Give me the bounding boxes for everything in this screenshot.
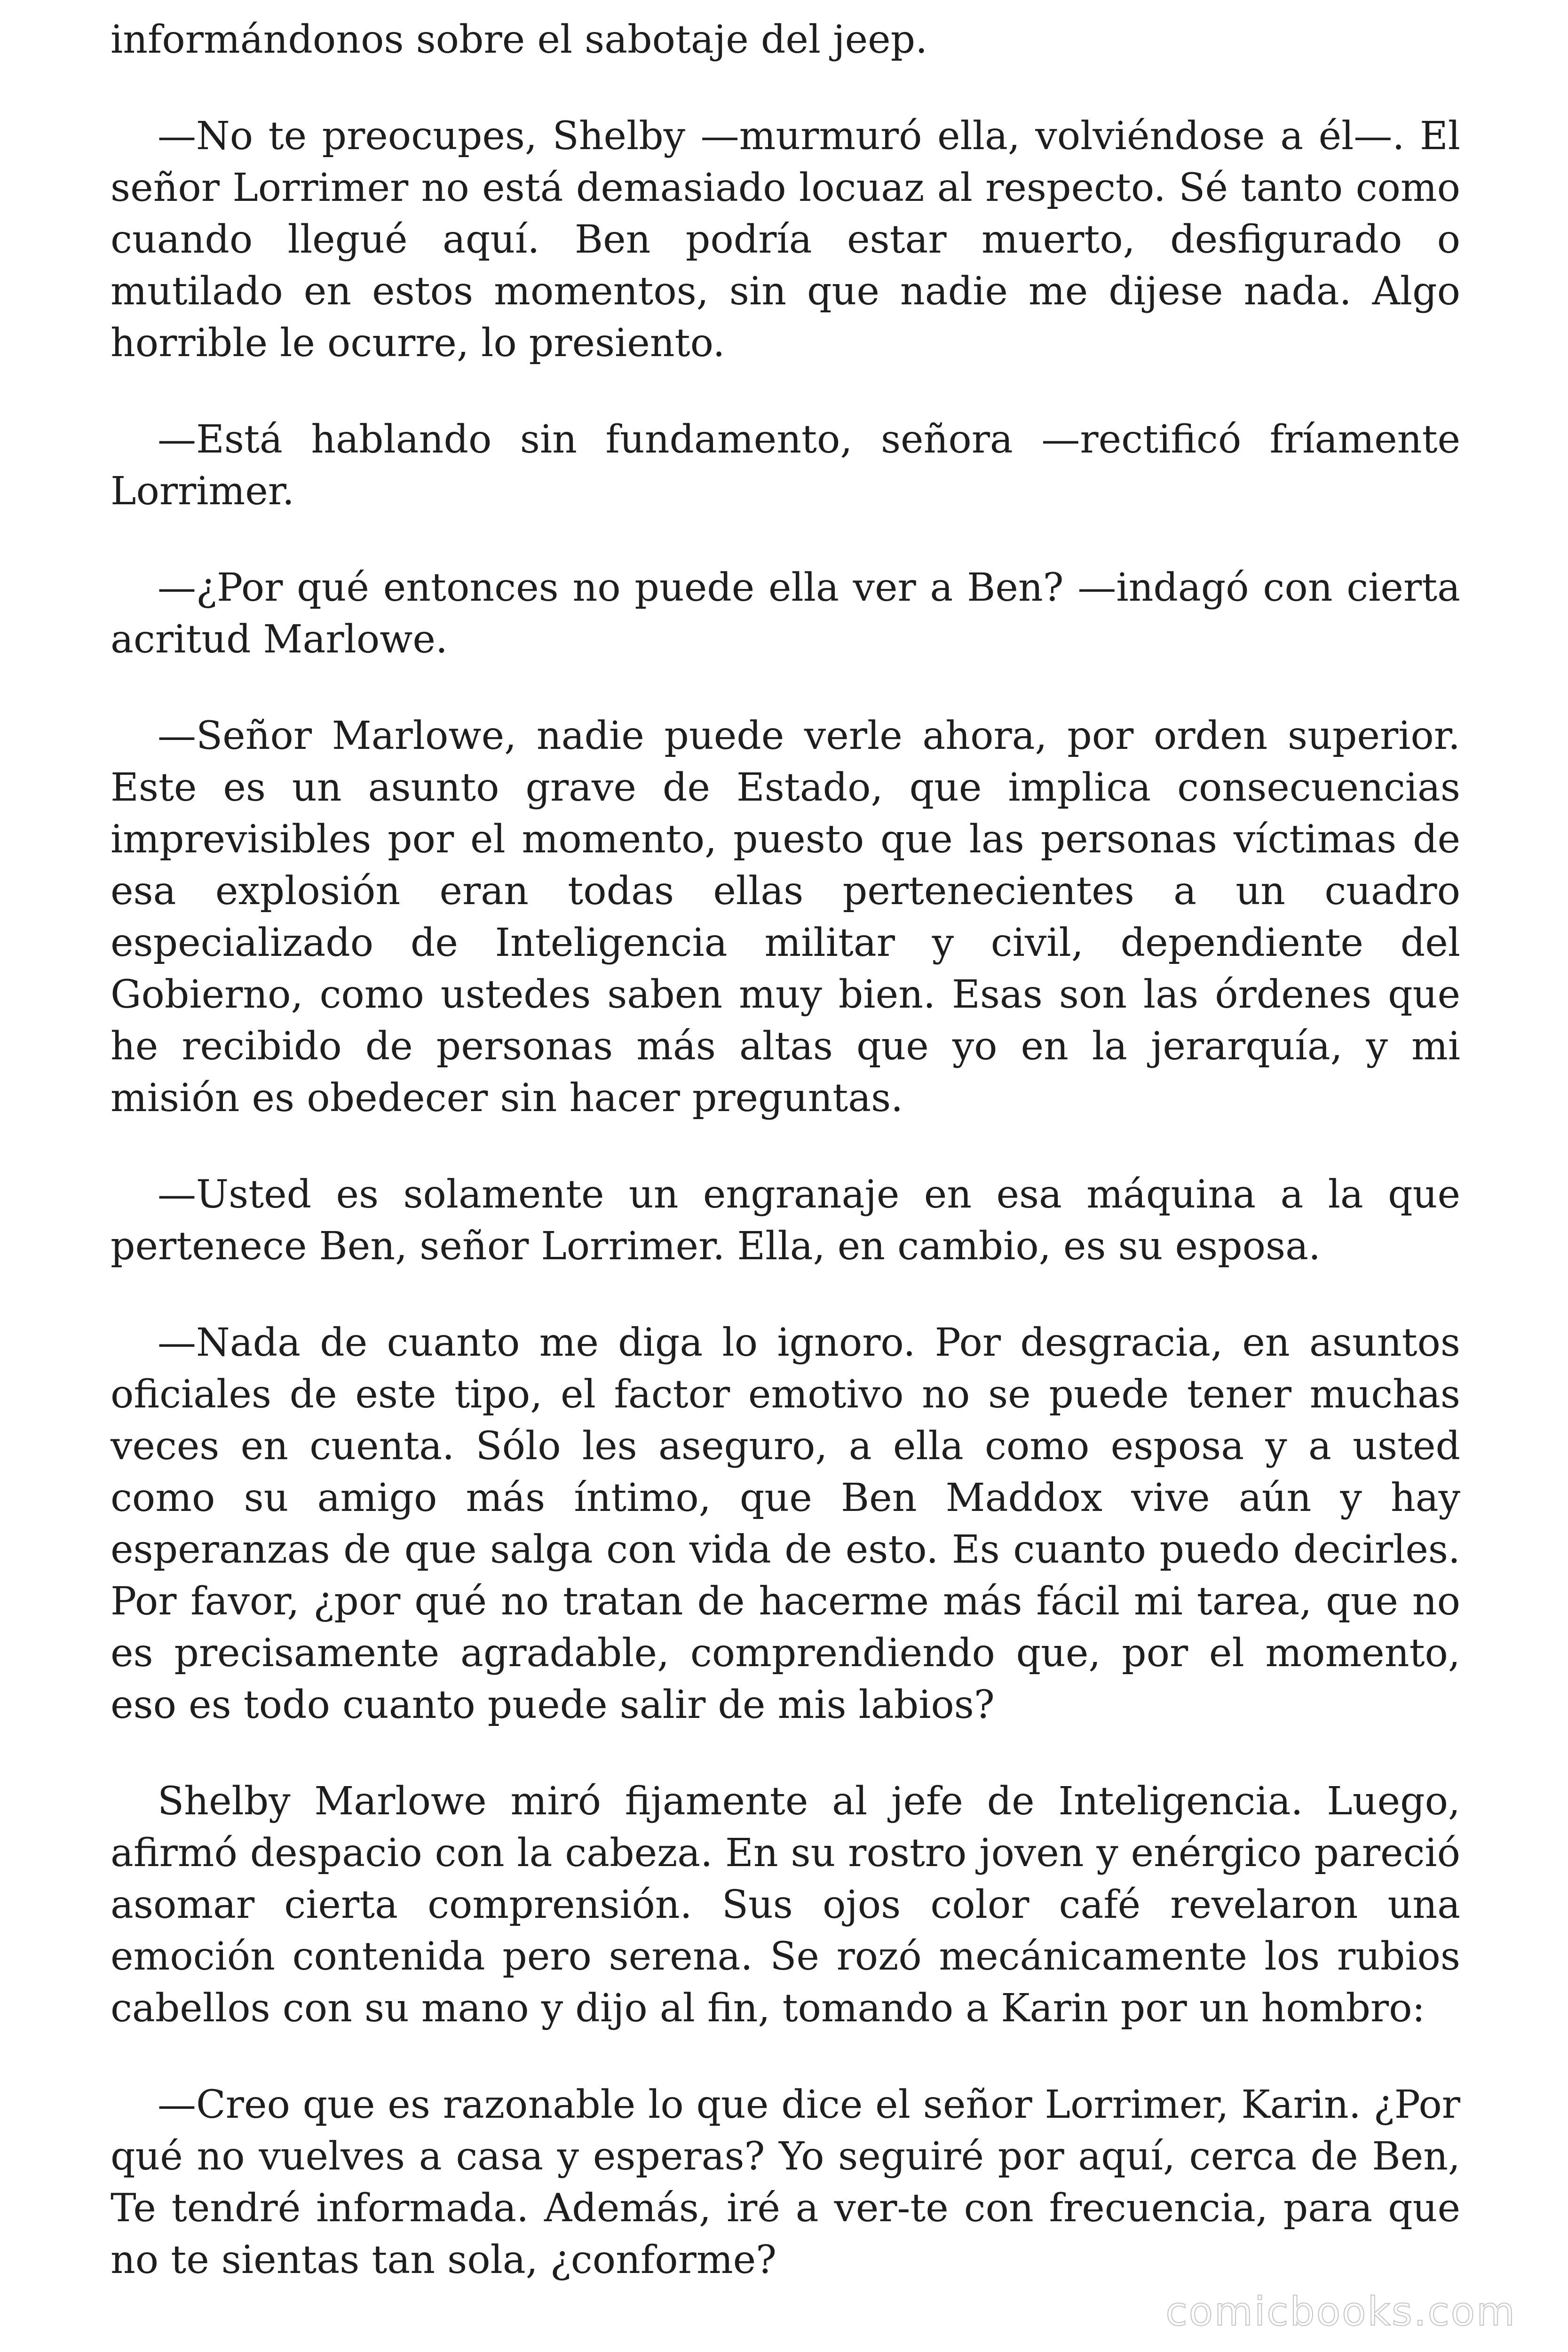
watermark: comicbooks.com (1165, 2288, 1516, 2335)
paragraph-8: Shelby Marlowe miró fijamente al jefe de Inteligencia. Luego, afirmó despacio con la cabeza. En su rostro joven y enérgico pareció asomar cierta comprensión. Sus ojos color café revelaron una emoción contenida pero serena. Se rozó mecánicamente los rubios cabellos con su mano y dijo al fin, tomando a Karin por un hombro: (111, 1779, 1460, 2031)
paragraph-5: —Señor Marlowe, nadie puede verle ahora, por orden superior. Este es un asunto grave de Estado, que implica consecuencias imprevisibles por el momento, puesto que las personas víctimas de esa explosión eran todas ellas pertenecientes a un cuadro especializado de Inteligencia militar y civil, dependiente del Gobierno, como ustedes saben muy bien. Esas son las órdenes que he recibido de personas más altas que yo en la jerarquía, y mi misión es obedecer sin hacer preguntas. (111, 714, 1460, 1120)
paragraph-3: —Está hablando sin fundamento, señora —rectificó fríamente Lorrimer. (111, 417, 1460, 514)
paragraph-1: informándonos sobre el sabotaje del jeep. (111, 17, 928, 62)
paragraph-2: —No te preocupes, Shelby —murmuró ella, volviéndose a él—. El señor Lorrimer no está demasiado locuaz al respecto. Sé tanto como cuando llegué aquí. Ben podría estar muerto, desfigurado o mutilado en estos momentos, sin que nadie me dijese nada. Algo horrible le ocurre, lo presiento. (111, 114, 1460, 366)
paragraph-9: —Creo que es razonable lo que dice el señor Lorrimer, Karin. ¿Por qué no vuelves a casa y esperas? Yo seguiré por aquí, cerca de Ben, Te tendré informada. Además, iré a ver-te con frecuencia, para que no te sientas tan sola, ¿conforme? (111, 2082, 1460, 2282)
paragraph-4: —¿Por qué entonces no puede ella ver a Ben? —indagó con cierta acritud Marlowe. (111, 565, 1460, 662)
paragraph-7: —Nada de cuanto me diga lo ignoro. Por desgracia, en asuntos oficiales de este tipo, el factor emotivo no se puede tener muchas veces en cuenta. Sólo les aseguro, a ella como esposa y a usted como su amigo más íntimo, que Ben Maddox vive aún y hay esperanzas de que salga con vida de esto. Es cuanto puedo decirles. Por favor, ¿por qué no tratan de hacerme más fácil mi tarea, que no es precisamente agradable, comprendiendo que, por el momento, eso es todo cuanto puede salir de mis labios? (111, 1320, 1460, 1727)
paragraph-6: —Usted es solamente un engranaje en esa máquina a la que pertenece Ben, señor Lorrimer. Ella, en cambio, es su esposa. (111, 1172, 1460, 1269)
book-page (111, 14, 1460, 2331)
